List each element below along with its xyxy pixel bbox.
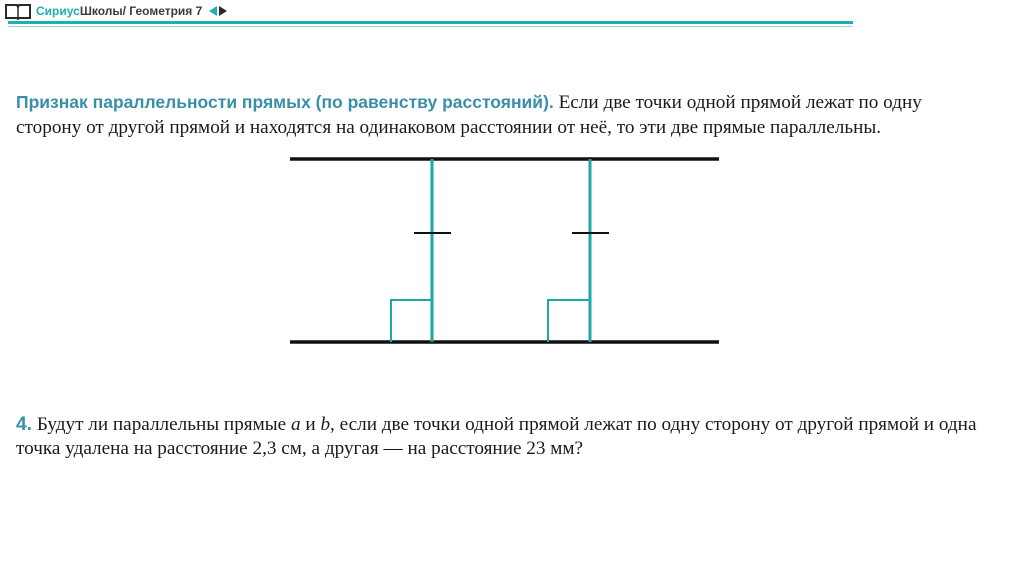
- right-angle-mark-left: [391, 300, 432, 342]
- problem-text-2: и: [300, 414, 321, 435]
- problem-number: 4.: [16, 414, 33, 435]
- brand-accent: Сириус: [36, 4, 80, 18]
- var-b: b: [320, 414, 331, 435]
- problem-4: [16, 413, 991, 461]
- brand-rest: Школы/ Геометрия 7: [79, 4, 203, 18]
- right-angle-mark-right: [548, 300, 590, 342]
- problem-text-1: Будут ли параллельны прямые: [32, 414, 291, 435]
- rule-title: Признак параллельности прямых (по равенству расстояний).: [16, 92, 554, 112]
- problem-text-3: , если две точки одной прямой лежат по одну сторону от другой прямой и одна точка удалена на расстояние 2,3 см, а другая — на расстояние 23 мм?: [16, 414, 977, 459]
- var-a: a: [290, 414, 301, 435]
- rule-text: Если две точки одной прямой лежат по одну сторону от другой прямой и находятся на одинаковом расстоянии от неё, то эти две прямые параллельны.: [16, 92, 922, 138]
